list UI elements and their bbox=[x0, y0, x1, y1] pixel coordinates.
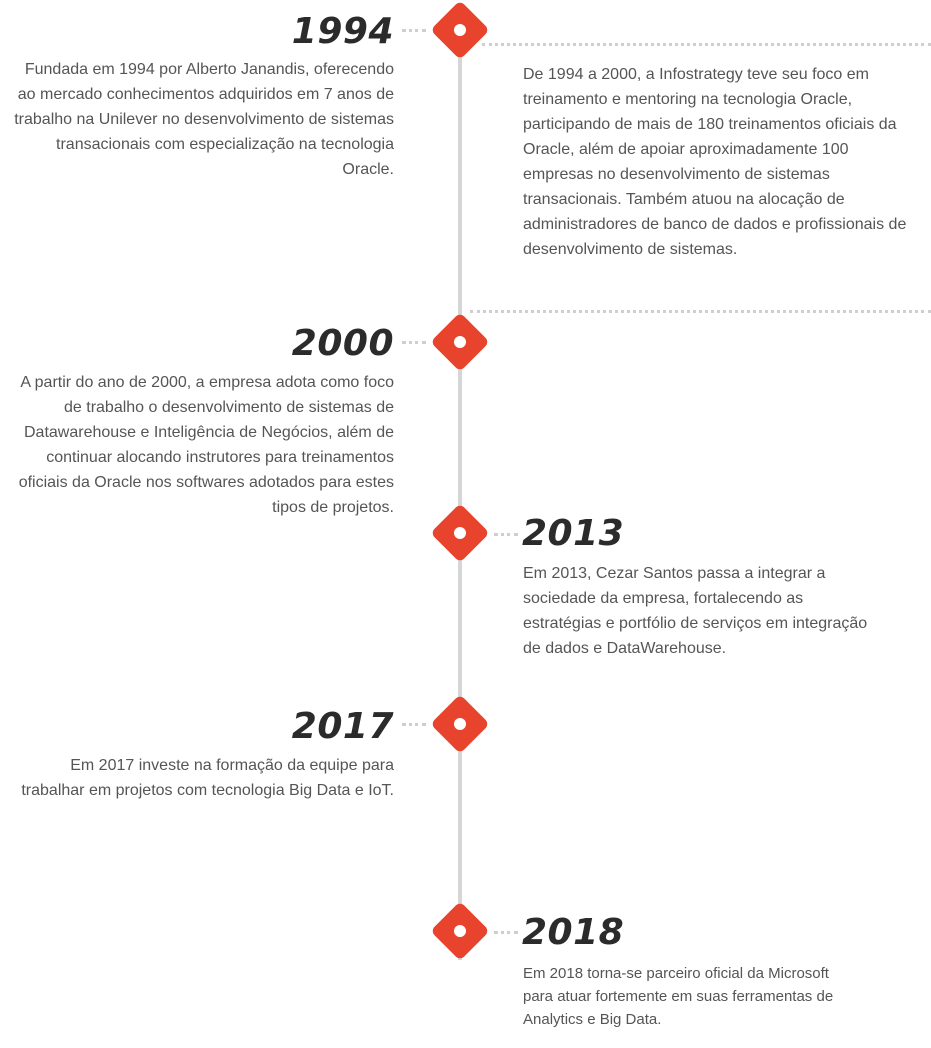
year-2000-label: 2000 bbox=[291, 323, 394, 364]
year-1994-label: 1994 bbox=[291, 11, 394, 52]
timeline-node-2013 bbox=[430, 503, 489, 562]
year-1994-separator-bottom bbox=[470, 310, 931, 313]
year-2017-description: Em 2017 investe na formação da equipe para trabalhar em projetos com tecnologia Big Data e IoT. bbox=[21, 757, 394, 799]
timeline-axis bbox=[458, 10, 462, 960]
timeline-node-2018 bbox=[430, 901, 489, 960]
year-2013-description: Em 2013, Cezar Santos passa a integrar a sociedade da empresa, fortalecendo as estratégias e portfólio de serviços em integração de dados e DataWarehouse. bbox=[523, 565, 868, 657]
year-2018-description: Em 2018 torna-se parceiro oficial da Microsoft para atuar fortemente em suas ferramentas de Analytics e Big Data. bbox=[523, 965, 834, 1028]
year-1994-connector bbox=[402, 29, 426, 32]
year-2000-connector bbox=[402, 341, 426, 344]
year-1994-detail: De 1994 a 2000, a Infostrategy teve seu foco em treinamento e mentoring na tecnologia Oracle, participando de mais de 180 treinamentos oficiais da Oracle, além de apoiar aproximadamente 100 empresas no desenvolvimento de sistemas transacionais. Também atuou na alocação de administradores de banco de dados e profissionais de desenvolvimento de sistemas. bbox=[523, 66, 907, 258]
timeline-node-2017 bbox=[430, 694, 489, 753]
year-2017-connector bbox=[402, 723, 426, 726]
year-2017-label: 2017 bbox=[291, 706, 394, 747]
year-2018-label: 2018 bbox=[522, 912, 625, 953]
year-2000-description: A partir do ano de 2000, a empresa adota como foco de trabalho o desenvolvimento de sistemas de Datawarehouse e Inteligência de Negócios, além de continuar alocando instrutores para treinamentos oficiais da Oracle nos softwares adotados para estes tipos de projetos. bbox=[18, 374, 394, 516]
year-2013-connector bbox=[494, 533, 518, 536]
timeline-node-1994 bbox=[430, 0, 489, 59]
timeline-node-2000 bbox=[430, 312, 489, 371]
year-1994-separator-top bbox=[482, 43, 931, 46]
year-2013-label: 2013 bbox=[522, 513, 625, 554]
year-1994-description: Fundada em 1994 por Alberto Janandis, oferecendo ao mercado conhecimentos adquiridos em 7 anos de trabalho na Unilever no desenvolvimento de sistemas transacionais com especialização na tecnologia Oracle. bbox=[14, 61, 394, 178]
year-2018-connector bbox=[494, 931, 518, 934]
